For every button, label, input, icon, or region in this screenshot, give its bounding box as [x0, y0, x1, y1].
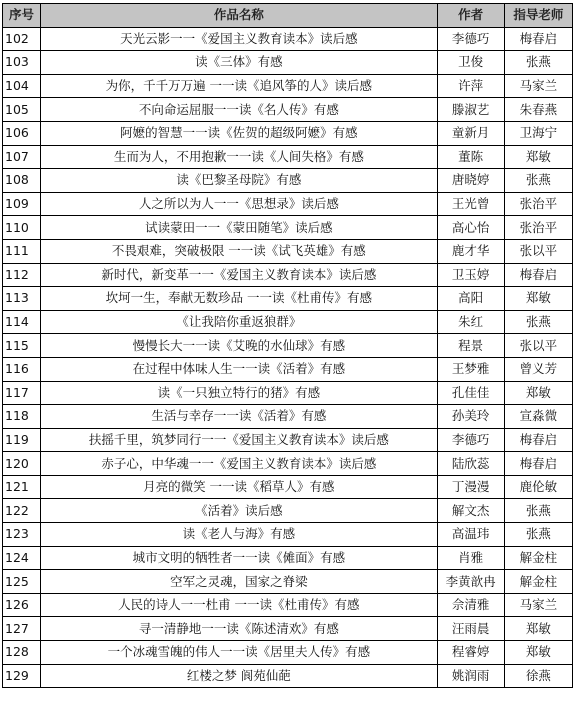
teacher-cell: 张燕 — [504, 523, 572, 547]
table-row — [3, 192, 573, 216]
header-title: 作品名称 — [41, 4, 437, 28]
work-title-cell: 扶摇千里，筑梦同行一一《爱国主义教育读本》读后感 — [41, 428, 437, 452]
work-title-cell: 读《巴黎圣母院》有感 — [41, 169, 437, 193]
author-cell: 高温玮 — [437, 523, 504, 547]
teacher-cell: 张以平 — [504, 334, 572, 358]
author-cell: 鹿才华 — [437, 239, 504, 263]
row-number-cell: 128 — [3, 641, 41, 665]
table-row — [3, 405, 573, 429]
table-row — [3, 452, 573, 476]
teacher-cell: 马家兰 — [504, 593, 572, 617]
work-title-cell: 月亮的微笑 一一读《稻草人》有感 — [41, 475, 437, 499]
author-cell: 王光曾 — [437, 192, 504, 216]
header-row — [3, 4, 573, 28]
works-table — [2, 3, 573, 688]
table-row — [3, 334, 573, 358]
row-number-cell: 119 — [3, 428, 41, 452]
row-number-cell: 116 — [3, 357, 41, 381]
table-row — [3, 121, 573, 145]
work-title-cell: 城市文明的牺牲者一一读《傩面》有感 — [41, 546, 437, 570]
table-row — [3, 475, 573, 499]
author-cell: 解文杰 — [437, 499, 504, 523]
author-cell: 汪雨晨 — [437, 617, 504, 641]
teacher-cell: 解金柱 — [504, 546, 572, 570]
author-cell: 卫俊 — [437, 51, 504, 75]
table-row — [3, 641, 573, 665]
row-number-cell: 110 — [3, 216, 41, 240]
author-cell: 卫玉婷 — [437, 263, 504, 287]
work-title-cell: 人民的诗人一一杜甫 一一读《杜甫传》有感 — [41, 593, 437, 617]
teacher-cell: 解金柱 — [504, 570, 572, 594]
row-number-cell: 102 — [3, 27, 41, 51]
row-number-cell: 121 — [3, 475, 41, 499]
row-number-cell: 109 — [3, 192, 41, 216]
row-number-cell: 125 — [3, 570, 41, 594]
teacher-cell: 郑敏 — [504, 381, 572, 405]
work-title-cell: 一个冰魂雪魄的伟人一一读《居里夫人传》有感 — [41, 641, 437, 665]
row-number-cell: 108 — [3, 169, 41, 193]
row-number-cell: 127 — [3, 617, 41, 641]
row-number-cell: 115 — [3, 334, 41, 358]
work-title-cell: 读《一只独立特行的猪》有感 — [41, 381, 437, 405]
author-cell: 高阳 — [437, 287, 504, 311]
work-title-cell: 试读蒙田一一《蒙田随笔》读后感 — [41, 216, 437, 240]
work-title-cell: 空军之灵魂，国家之脊梁 — [41, 570, 437, 594]
table-row — [3, 287, 573, 311]
row-number-cell: 105 — [3, 98, 41, 122]
teacher-cell: 张燕 — [504, 169, 572, 193]
author-cell: 丁漫漫 — [437, 475, 504, 499]
table-row — [3, 593, 573, 617]
teacher-cell: 郑敏 — [504, 617, 572, 641]
author-cell: 姚润雨 — [437, 664, 504, 688]
row-number-cell: 118 — [3, 405, 41, 429]
row-number-cell: 114 — [3, 310, 41, 334]
row-number-cell: 117 — [3, 381, 41, 405]
table-row — [3, 617, 573, 641]
work-title-cell: 生而为人，不用抱歉一一读《人间失格》有感 — [41, 145, 437, 169]
teacher-cell: 张治平 — [504, 192, 572, 216]
work-title-cell: 不向命运屈服一一读《名人传》有感 — [41, 98, 437, 122]
teacher-cell: 梅春启 — [504, 27, 572, 51]
teacher-cell: 宣淼微 — [504, 405, 572, 429]
author-cell: 孙美玲 — [437, 405, 504, 429]
work-title-cell: 慢慢长大一一读《艾晚的水仙球》有感 — [41, 334, 437, 358]
table-row — [3, 263, 573, 287]
work-title-cell: 人之所以为人一一《思想录》读后感 — [41, 192, 437, 216]
teacher-cell: 梅春启 — [504, 452, 572, 476]
header-teacher: 指导老师 — [504, 4, 572, 28]
table-row — [3, 428, 573, 452]
table-row — [3, 570, 573, 594]
author-cell: 佘清雅 — [437, 593, 504, 617]
table-row — [3, 546, 573, 570]
work-title-cell: 阿嬷的智慧一一读《佐贺的超级阿嬷》有感 — [41, 121, 437, 145]
author-cell: 董陈 — [437, 145, 504, 169]
teacher-cell: 鹿伦敏 — [504, 475, 572, 499]
table-row — [3, 357, 573, 381]
teacher-cell: 郑敏 — [504, 287, 572, 311]
row-number-cell: 129 — [3, 664, 41, 688]
row-number-cell: 113 — [3, 287, 41, 311]
teacher-cell: 马家兰 — [504, 74, 572, 98]
table-row — [3, 239, 573, 263]
teacher-cell: 张治平 — [504, 216, 572, 240]
work-title-cell: 坎坷一生，奉献无数珍品 一一读《杜甫传》有感 — [41, 287, 437, 311]
row-number-cell: 106 — [3, 121, 41, 145]
work-title-cell: 《让我陪你重返狼群》 — [41, 310, 437, 334]
author-cell: 高心怡 — [437, 216, 504, 240]
teacher-cell: 曾义芳 — [504, 357, 572, 381]
teacher-cell: 张燕 — [504, 310, 572, 334]
work-title-cell: 《活着》读后感 — [41, 499, 437, 523]
row-number-cell: 126 — [3, 593, 41, 617]
author-cell: 程睿婷 — [437, 641, 504, 665]
author-cell: 李德巧 — [437, 428, 504, 452]
teacher-cell: 张燕 — [504, 51, 572, 75]
table-row — [3, 499, 573, 523]
header-no: 序号 — [3, 4, 41, 28]
table-row — [3, 310, 573, 334]
row-number-cell: 124 — [3, 546, 41, 570]
row-number-cell: 122 — [3, 499, 41, 523]
teacher-cell: 张以平 — [504, 239, 572, 263]
author-cell: 程景 — [437, 334, 504, 358]
teacher-cell: 梅春启 — [504, 428, 572, 452]
author-cell: 孔佳佳 — [437, 381, 504, 405]
author-cell: 李德巧 — [437, 27, 504, 51]
table-row — [3, 523, 573, 547]
author-cell: 李黄歆冉 — [437, 570, 504, 594]
row-number-cell: 111 — [3, 239, 41, 263]
work-title-cell: 新时代，新变革一一《爱国主义教育读本》读后感 — [41, 263, 437, 287]
author-cell: 许萍 — [437, 74, 504, 98]
table-row — [3, 381, 573, 405]
table-body — [3, 27, 573, 688]
table-row — [3, 27, 573, 51]
table-row — [3, 51, 573, 75]
table-row — [3, 216, 573, 240]
work-title-cell: 赤子心，中华魂一一《爱国主义教育读本》读后感 — [41, 452, 437, 476]
work-title-cell: 不畏艰难，突破极限 一一读《试飞英雄》有感 — [41, 239, 437, 263]
row-number-cell: 103 — [3, 51, 41, 75]
teacher-cell: 张燕 — [504, 499, 572, 523]
author-cell: 王梦雅 — [437, 357, 504, 381]
author-cell: 朱红 — [437, 310, 504, 334]
teacher-cell: 卫海宁 — [504, 121, 572, 145]
table-row — [3, 145, 573, 169]
table-row — [3, 98, 573, 122]
teacher-cell: 郑敏 — [504, 641, 572, 665]
header-author: 作者 — [437, 4, 504, 28]
work-title-cell: 天光云影一一《爱国主义教育读本》读后感 — [41, 27, 437, 51]
teacher-cell: 郑敏 — [504, 145, 572, 169]
work-title-cell: 红楼之梦 阆苑仙葩 — [41, 664, 437, 688]
teacher-cell: 梅春启 — [504, 263, 572, 287]
author-cell: 陆欣蕊 — [437, 452, 504, 476]
row-number-cell: 107 — [3, 145, 41, 169]
teacher-cell: 朱春燕 — [504, 98, 572, 122]
row-number-cell: 120 — [3, 452, 41, 476]
table-row — [3, 74, 573, 98]
author-cell: 童新月 — [437, 121, 504, 145]
author-cell: 唐晓婷 — [437, 169, 504, 193]
work-title-cell: 读《老人与海》有感 — [41, 523, 437, 547]
teacher-cell: 徐燕 — [504, 664, 572, 688]
work-title-cell: 读《三体》有感 — [41, 51, 437, 75]
table-row — [3, 169, 573, 193]
table-row — [3, 664, 573, 688]
work-title-cell: 生活与幸存一一读《活着》有感 — [41, 405, 437, 429]
author-cell: 滕淑艺 — [437, 98, 504, 122]
row-number-cell: 123 — [3, 523, 41, 547]
work-title-cell: 寻一清静地一一读《陈述清欢》有感 — [41, 617, 437, 641]
author-cell: 肖雅 — [437, 546, 504, 570]
work-title-cell: 为你，千千万万遍 一一读《追风筝的人》读后感 — [41, 74, 437, 98]
row-number-cell: 112 — [3, 263, 41, 287]
work-title-cell: 在过程中体味人生一一读《活着》有感 — [41, 357, 437, 381]
row-number-cell: 104 — [3, 74, 41, 98]
